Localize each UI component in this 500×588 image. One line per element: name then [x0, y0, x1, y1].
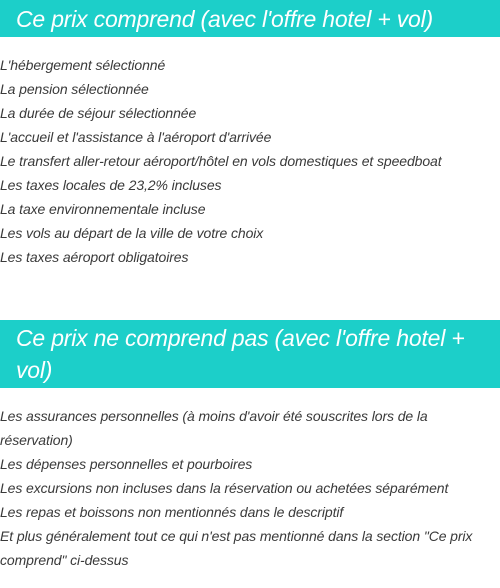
list-item: Les repas et boissons non mentionnés dans le descriptif	[0, 504, 344, 520]
list-item: Les dépenses personnelles et pourboires	[0, 456, 253, 472]
included-list	[0, 53, 500, 269]
list-item: Les taxes aéroport obligatoires	[0, 249, 189, 265]
list-item: Les assurances personnelles (à moins d'avoir été souscrites lors de la réservation)	[0, 408, 428, 448]
list-item: Les taxes locales de 23,2% incluses	[0, 177, 222, 193]
list-item: La taxe environnementale incluse	[0, 201, 206, 217]
list-item: L'accueil et l'assistance à l'aéroport d'arrivée	[0, 129, 272, 145]
list-item: La durée de séjour sélectionnée	[0, 105, 197, 121]
included-heading: Ce prix comprend (avec l'offre hotel + vol)	[0, 0, 500, 37]
list-item: Les excursions non incluses dans la réservation ou achetées séparément	[0, 480, 449, 496]
list-item: Le transfert aller-retour aéroport/hôtel en vols domestiques et speedboat	[0, 153, 442, 169]
excluded-heading: Ce prix ne comprend pas (avec l'offre hotel + vol)	[0, 320, 500, 388]
list-item: Et plus généralement tout ce qui n'est pas mentionné dans la section "Ce prix comprend" ci-dessus	[0, 528, 473, 568]
excluded-list	[0, 404, 500, 572]
list-item: Les vols au départ de la ville de votre choix	[0, 225, 264, 241]
list-item: La pension sélectionnée	[0, 81, 149, 97]
list-item: L'hébergement sélectionné	[0, 57, 166, 73]
